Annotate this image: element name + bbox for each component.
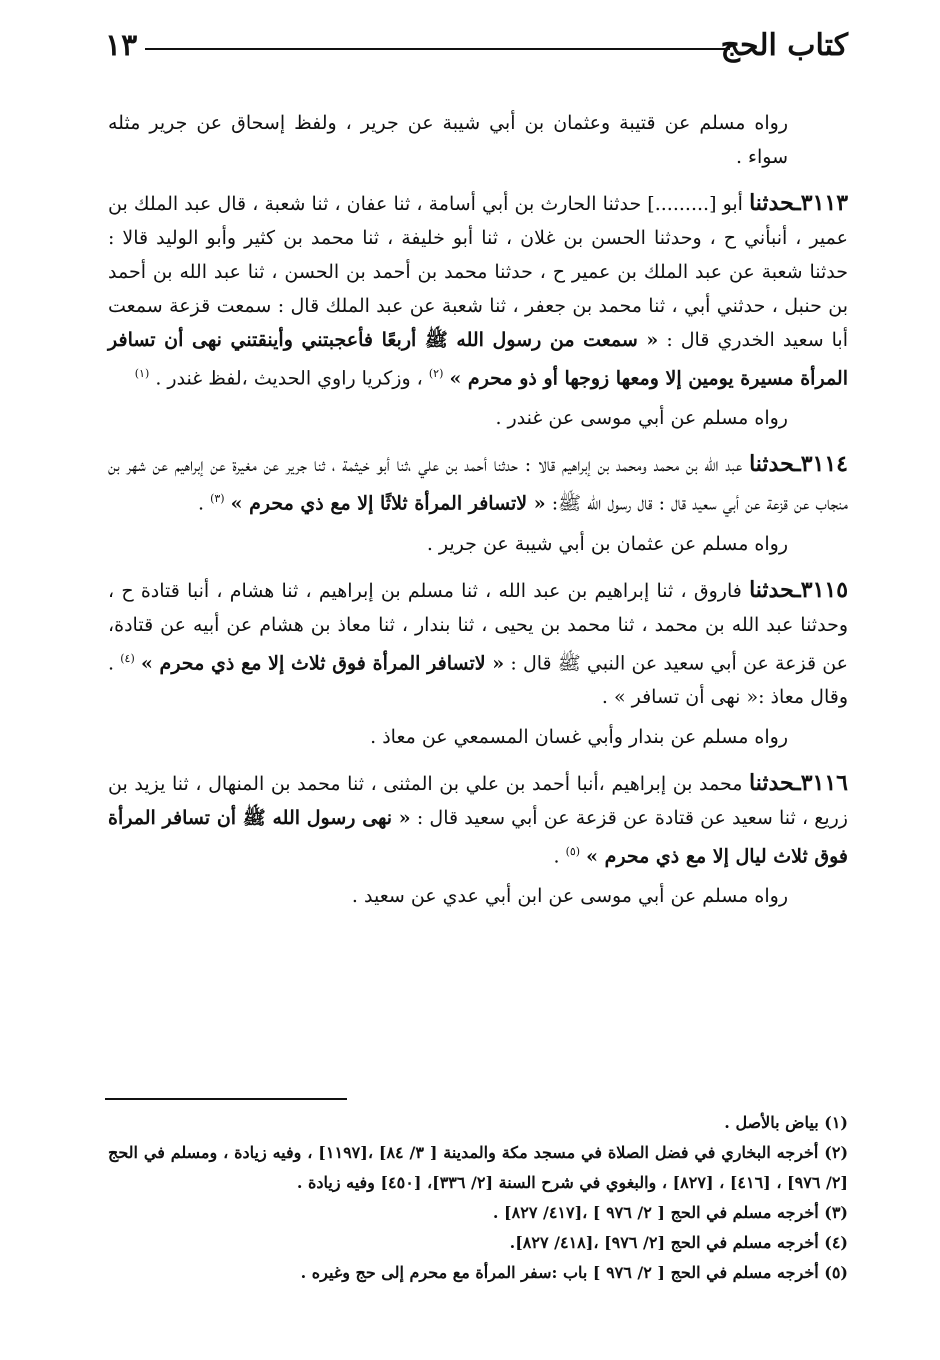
haddathana-label: ـحدثنا <box>749 190 801 216</box>
hadith-isnad: فاروق ، ثنا إبراهيم بن عبد الله ، ثنا مسلم بن إبراهيم ، ثنا هشام ، أنبا قتادة ح ، وحدثنا عبد الله بن محمد ، ثنا محمد بن يحيى ، ثنا بندار ، ثنا معاذ بن هشام عن أبيه عن قتادة، عن قزعة عن أبي سعيد عن النبي ﷺ قال : <box>108 579 849 674</box>
narration-line: رواه مسلم عن عثمان بن أبي شيبة عن جرير . <box>426 532 788 555</box>
footnote-ref[interactable]: (٥) <box>565 844 581 858</box>
hadith-matn: « نهى رسول الله ﷺ أن تسافر المرأة فوق ثلاث ليال إلا مع ذي محرم » <box>108 806 848 868</box>
footnote-marker: (٥) <box>824 1263 848 1282</box>
page-body <box>108 100 848 925</box>
footnote-text: أخرجه البخاري في فضل الصلاة في مسجد مكة والمدينة [ ٣/ ٨٤] ،[١١٩٧] ، وفيه زيادة ، ومسلم في الحج [٢/ ٩٧٦] ، [٤١٦] ، [٨٢٧] ، والبغوي في شرح السنة [٢/ ٣٣٦]، [٤٥٠] وفيه زيادة . <box>108 1143 848 1192</box>
hadith-after: . <box>197 492 205 515</box>
header-rule <box>145 48 730 50</box>
footnote-text: بياض بالأصل . <box>724 1113 819 1132</box>
hadith-isnad: محمد بن إبراهيم ،أنبا أحمد بن علي بن المثنى ، ثنا محمد بن المنهال ، ثنا يزيد بن زريع ، ثنا سعيد عن قتادة عن قزعة عن أبي سعيد قال : <box>108 772 848 829</box>
footnote-marker: (٣) <box>824 1203 848 1222</box>
footnote-marker: (٤) <box>824 1233 848 1252</box>
footnote-item <box>108 1108 848 1138</box>
footnote-item <box>108 1228 848 1258</box>
footnote-text: أخرجه مسلم في الحج [ ٢/ ٩٧٦ ] باب :سفر المرأة مع محرم إلى حج وغيره . <box>300 1263 819 1282</box>
hadith-isnad: عبد الله بن محمد ومحمد بن إبراهيم قالا : حدثنا أحمد بن علي ،ثنا أبو خيثمة ، ثنا جرير عن مغيرة عن إبراهيم عن شهر بن منجاب عن قزعة عن أبي سعيد قال : قال رسول الله ﷺ: <box>108 454 848 515</box>
hadith-number: ٣١١٥ <box>800 576 849 603</box>
hadith-matn: « سمعت من رسول الله ﷺ أربعًا فأعجبتني وأينقتني نهى أن تسافر المرأة مسيرة يومين إلا ومعها زوجها أو ذو محرم » <box>108 329 848 390</box>
footnote-item <box>108 1138 848 1198</box>
footnote-item <box>108 1198 848 1228</box>
footnote-ref[interactable]: (١) <box>134 367 150 380</box>
page-number: ١٣ <box>105 28 138 63</box>
hadith-matn: « لاتسافر المرأة فوق ثلاث إلا مع ذي محرم » <box>140 651 505 674</box>
hadith-isnad: أبو [.........] حدثنا الحارث بن أبي أسامة ، ثنا عفان ، ثنا شعبة ، قال عبد الملك بن عمير ، أنبأني ح ، وحدثنا الحسن بن غلان ، ثنا أبو خليفة ، ثنا محمد بن كثير وأبو الوليد قالا : حدثنا شعبة عن عبد الملك بن عمير ح ، حدثنا محمد بن أحمد بن الحسن ، ثنا عبد الله بن أحمد بن حنبل ، حدثني أبي ، ثنا محمد بن جعفر ، ثنا شعبة عن عبد الملك قال : سمعت قزعة سمعت أبا سعيد الخدري قال : <box>108 193 848 351</box>
hadith-3113 <box>108 186 848 395</box>
hadith-3114 <box>108 447 848 520</box>
narration-line: رواه مسلم عن قتيبة وعثمان بن أبي شيبة عن جرير ، ولفظ إسحاق عن جرير مثله سواء . <box>108 112 788 168</box>
footnote-rule <box>105 1098 347 1100</box>
footnote-text: أخرجه مسلم في الحج [ ٢/ ٩٧٦ ] ،[٤١٧/ ٨٢٧] . <box>492 1203 819 1222</box>
book-title: كتاب الحج <box>720 28 848 63</box>
haddathana-label: ـحدثنا <box>749 451 801 478</box>
footnote-marker: (١) <box>824 1113 848 1132</box>
haddathana-label: ـحدثنا <box>749 576 801 603</box>
hadith-matn: « لاتسافر المرأة ثلاثًا إلا مع ذي محرم » <box>230 492 546 515</box>
narration-line: رواه مسلم عن بندار وأبي غسان المسمعي عن معاذ . <box>370 725 788 748</box>
footnote-ref[interactable]: (٣) <box>210 492 225 506</box>
page-header <box>105 28 848 68</box>
hadith-number: ٣١١٦ <box>800 769 848 796</box>
hadith-number: ٣١١٣ <box>800 190 849 216</box>
hadith-after: ، وزكريا راوي الحديث ،لفظ غندر . <box>155 367 423 390</box>
footnote-item <box>108 1258 848 1288</box>
haddathana-label: ـحدثنا <box>749 769 801 796</box>
footnotes <box>108 1108 848 1288</box>
footnote-marker: (٢) <box>824 1143 849 1162</box>
narration-line: رواه مسلم عن أبي موسى عن ابن أبي عدي عن سعيد . <box>351 885 788 908</box>
footnote-ref[interactable]: (٢) <box>428 367 444 380</box>
footnote-text: أخرجه مسلم في الحج [٢/ ٩٧٦] ،[٤١٨/ ٨٢٧]. <box>509 1233 819 1252</box>
hadith-3116 <box>108 766 848 873</box>
hadith-after: . <box>553 845 560 868</box>
narration-line: رواه مسلم عن أبي موسى عن غندر . <box>495 407 788 430</box>
hadith-number: ٣١١٤ <box>800 451 848 478</box>
hadith-3115 <box>108 573 848 714</box>
footnote-ref[interactable]: (٤) <box>120 651 135 665</box>
hadith-after: . وقال معاذ :« نهى أن تسافر » . <box>108 651 848 708</box>
